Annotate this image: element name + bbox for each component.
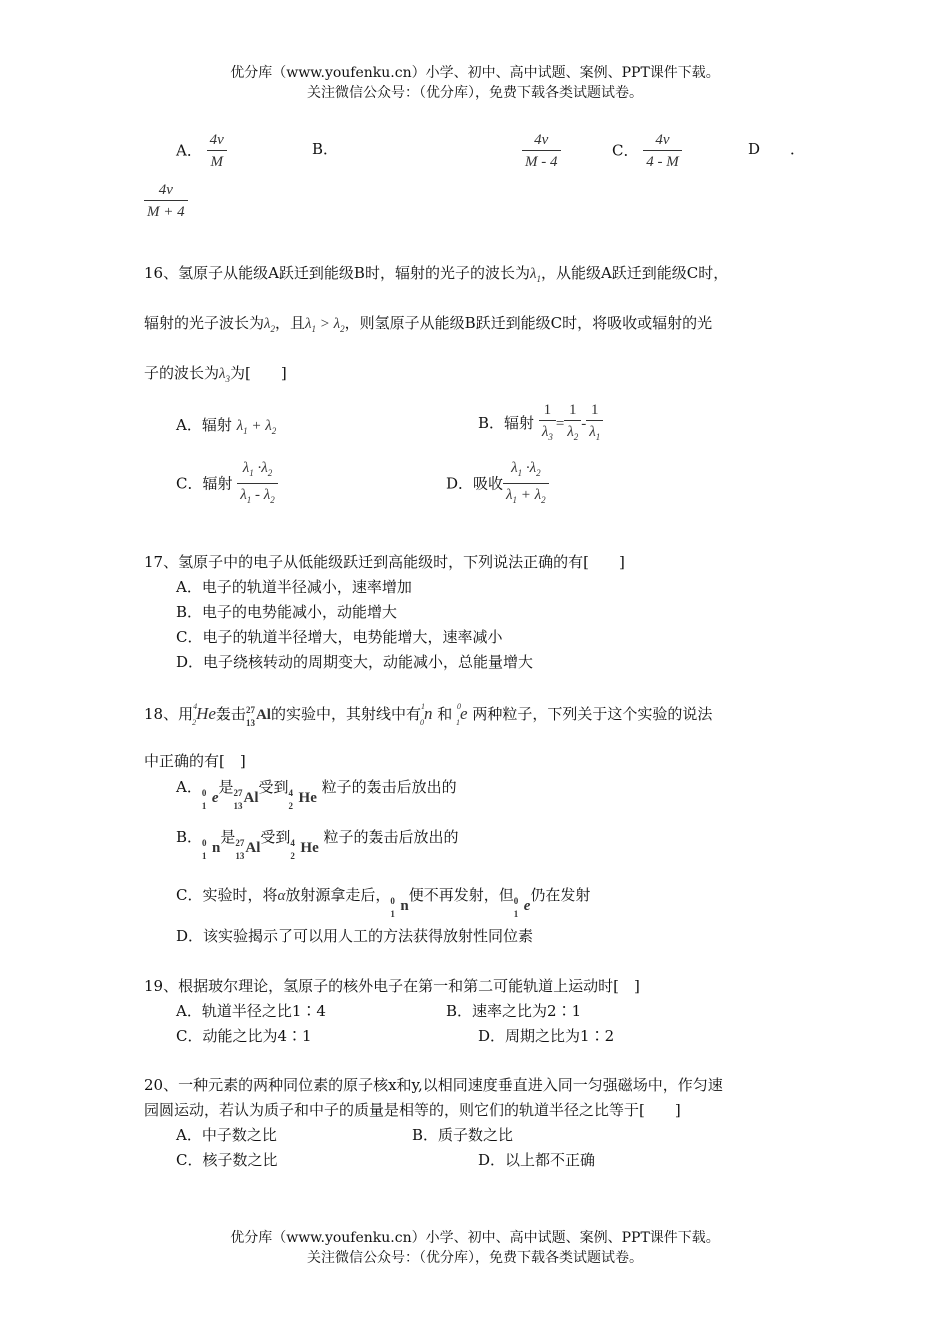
q18-option-d: D．该实验揭示了可以用人工的方法获得放射性同位素 <box>176 927 534 945</box>
q15-option-b-fraction: $\frac{4v}{M - 4}$ <box>522 130 561 173</box>
q16-line-3: 子的波长为$\lambda_3$为[ ] <box>144 364 287 384</box>
q17-option-b: B．电子的电势能减小，动能增大 <box>176 603 398 621</box>
q16-option-a: A．辐射 $\lambda_1 + \lambda_2$ <box>176 416 277 436</box>
footer-line-1: 优分库（www.youfenku.cn）小学、初中、高中试题、案例、PPT课件下载。 <box>230 1230 720 1246</box>
q15-option-c: C． $\frac{4v}{4 - M}$ <box>612 130 682 173</box>
q15-option-a <box>176 130 227 173</box>
q20-option-d: D．以上都不正确 <box>478 1151 596 1169</box>
q20-line-1: 20、一种元素的两种同位素的原子核x和y,以相同速度垂直进入同一匀强磁场中，作匀速 <box>144 1076 723 1094</box>
q19-option-d: D．周期之比为1∶2 <box>478 1027 615 1045</box>
q16-line-2: 辐射的光子波长为$\lambda_2$，且$\lambda_1 > \lambda_2$，则氢原子从能级B跃迁到能级C时，将吸收或辐射的光 <box>144 314 713 334</box>
q17-option-a: A．电子的轨道半径减小，速率增加 <box>176 578 412 596</box>
q19-option-c: C．动能之比为4∶1 <box>176 1027 312 1045</box>
option-label: A． <box>176 141 202 160</box>
q20-line-2: 园圆运动，若认为质子和中子的质量是相等的，则它们的轨道半径之比等于[ ] <box>144 1101 681 1119</box>
q20-option-b: B．质子数之比 <box>412 1126 514 1144</box>
q20-option-c: C．核子数之比 <box>176 1151 278 1169</box>
q16-option-d: D．吸收 $\frac{\lambda_1 \cdot\lambda_2}{\lambda_1 + \lambda_2}$ <box>446 458 549 511</box>
q16-option-b: B．辐射 $\frac{1}{\lambda_3}$ = $\frac{1}{\lambda_2}$ - $\frac{1}{\lambda_1}$ <box>478 400 603 448</box>
q17-option-c: C．电子的轨道半径增大，电势能增大，速率减小 <box>176 628 503 646</box>
q16-line-1: 16、氢原子从能级A跃迁到能级B时，辐射的光子的波长为$\lambda_1$，从能级A跃迁到能级C时， <box>144 264 729 284</box>
q20-option-a: A．中子数之比 <box>176 1126 277 1144</box>
q15-option-b-label: B． <box>312 140 339 158</box>
q18-option-c: C．实验时，将α放射源拿走后， 0 1 n便不再发射，但 0 1 e仍在发射 <box>176 886 591 919</box>
q15-option-d-fraction: $\frac{4v}{M + 4}$ <box>144 180 188 223</box>
q18-option-a: A． 0 1 e是 27 13 Al受到 4 2 He 粒子的轰击后放出的 <box>176 778 457 811</box>
q18-option-b: B． 0 1 n是 27 13 Al受到 4 2 He 粒子的轰击后放出的 <box>176 828 459 861</box>
q19-option-b: B．速率之比为2∶1 <box>446 1002 582 1020</box>
header-line-1: 优分库（www.youfenku.cn）小学、初中、高中试题、案例、PPT课件下载。 <box>230 65 720 81</box>
q19-option-a: A．轨道半径之比1∶4 <box>176 1002 326 1020</box>
fraction: $\frac{4v}{M}$ <box>207 130 227 173</box>
q17-option-d: D．电子绕核转动的周期变大，动能减小，总能量增大 <box>176 653 534 671</box>
q18-line-1: 18、用$^4_2$He轰击 27 13 Al的实验中，其射线中有$^1_0$n 和 $^0_1$e 两种粒子，下列关于这个实验的说法 <box>144 702 713 728</box>
footer-line-2: 关注微信公众号：（优分库），免费下载各类试题试卷。 <box>307 1250 643 1266</box>
q17-stem: 17、氢原子中的电子从低能级跃迁到高能级时，下列说法正确的有[ ] <box>144 553 625 571</box>
q19-stem: 19、根据玻尔理论，氢原子的核外电子在第一和第二可能轨道上运动时[ ] <box>144 977 640 995</box>
q16-option-c: C．辐射 $\frac{\lambda_1 \cdot\lambda_2}{\lambda_1 - \lambda_2}$ <box>176 458 278 511</box>
q18-line-2: 中正确的有[ ] <box>144 752 246 770</box>
header-line-2: 关注微信公众号：（优分库），免费下载各类试题试卷。 <box>307 85 643 101</box>
q15-option-d-label: D ． <box>748 140 806 158</box>
